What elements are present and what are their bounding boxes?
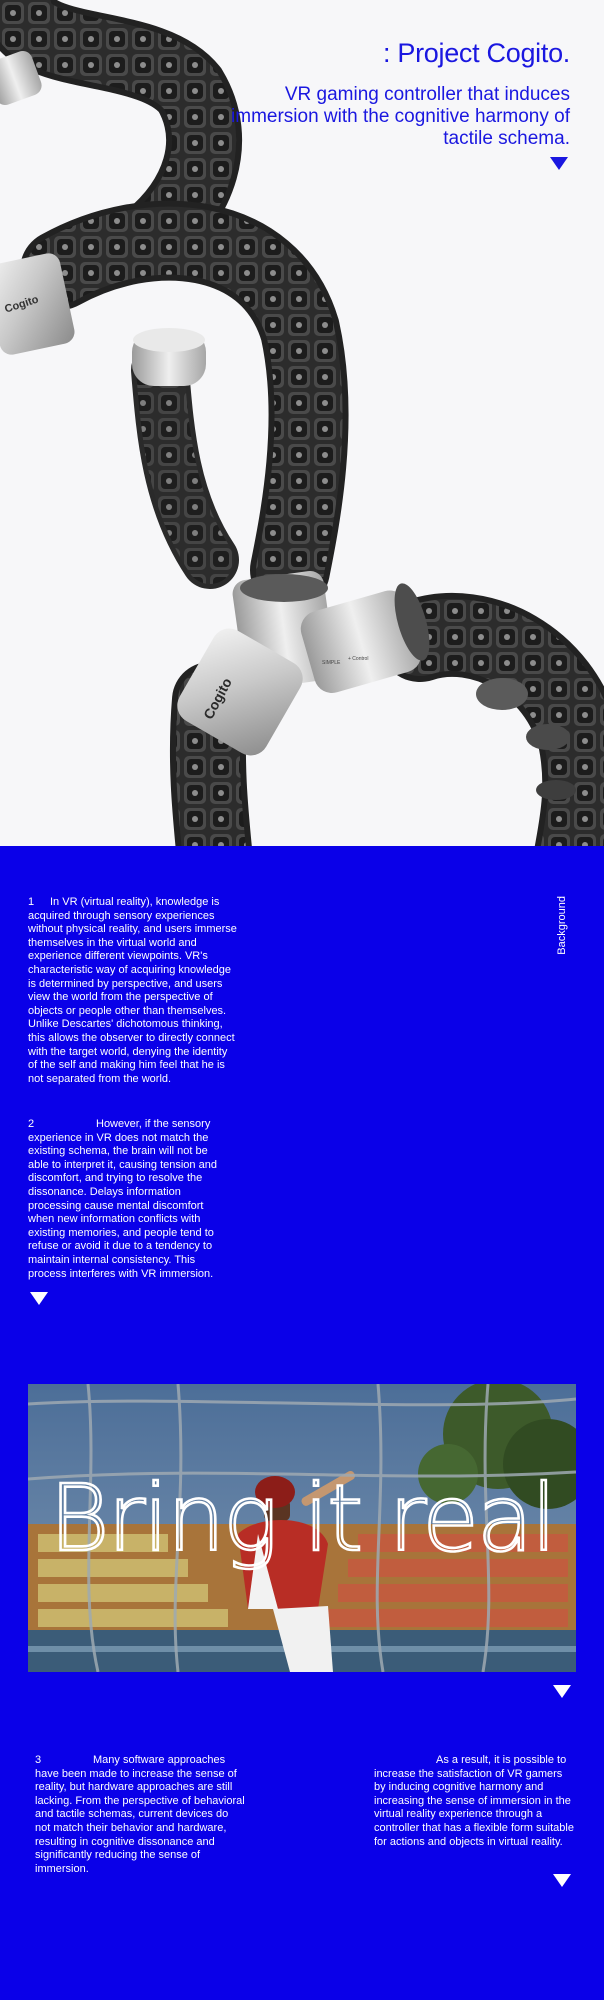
module-label-control: + Control — [348, 656, 369, 662]
logo-text-1: Cogito — [3, 293, 41, 316]
banner-headline: Bring it real — [49, 1465, 555, 1572]
paragraph-text: Many software approaches have been made to increase the sense of reality, but hardware approaches are still lacking. From the perspective of behavioral and tactile schemas, current devices do not match their behavior and hardware, resulting in cognitive dissonance and significantly reducing the sense of immersion. — [35, 1754, 245, 1875]
scroll-down-icon[interactable] — [553, 1685, 571, 1698]
paragraph-3 — [35, 1754, 245, 1876]
paragraph-text: As a result, it is possible to increase the satisfaction of VR gamers by inducing cognitive harmony and increasing the sense of immersion in the virtual reality experience through a controller that has a flexible form suitable for actions and objects in virtual reality. — [374, 1754, 574, 1848]
page-title: : Project Cogito. — [383, 38, 570, 68]
scroll-down-icon[interactable] — [30, 1292, 48, 1305]
paragraph-number: 2 — [28, 1118, 35, 1130]
paragraph-number: 3 — [35, 1754, 42, 1766]
section-label-background: Background — [556, 896, 568, 955]
page-subtitle: VR gaming controller that induces immersion with the cognitive harmony of tactile schema. — [231, 84, 570, 149]
scroll-down-icon[interactable] — [550, 157, 568, 170]
paragraph-2 — [28, 1118, 228, 1281]
scroll-down-icon[interactable] — [553, 1874, 571, 1887]
paragraph-number: 1 — [28, 896, 35, 908]
baseball-photo — [28, 1384, 576, 1672]
module-label-simple: SIMPLE — [322, 660, 341, 666]
paragraph-text: However, if the sensory experience in VR does not match the existing schema, the brain will not be able to interpret it, causing tension and discomfort, and trying to resolve the dissonance. Delays information processing cause mental discomfort when new information conflicts with existing memories, and people tend to refuse or avoid it due to a tendency to maintain internal consistency. This process interferes with VR immersion. — [28, 1118, 217, 1280]
paragraph-1 — [28, 896, 238, 1086]
logo-text-2: Cogito — [199, 675, 235, 722]
hero-section — [0, 0, 604, 846]
paragraph-text: In VR (virtual reality), knowledge is acquired through sensory experiences without physical reality, and users immerse themselves in the virtual world and experience different viewpoints. VR's characteristic way of acquiring knowledge is determined by perspective, and users view the world from the perspective of objects or people other than themselves. Unlike Descartes' dichotomous thinking, this allows the observer to directly connect with the target world, denying the identity of the self and making him feel that he is not separated from the world. — [28, 896, 237, 1085]
paragraph-4 — [374, 1754, 574, 1849]
banner-image — [28, 1384, 576, 1672]
